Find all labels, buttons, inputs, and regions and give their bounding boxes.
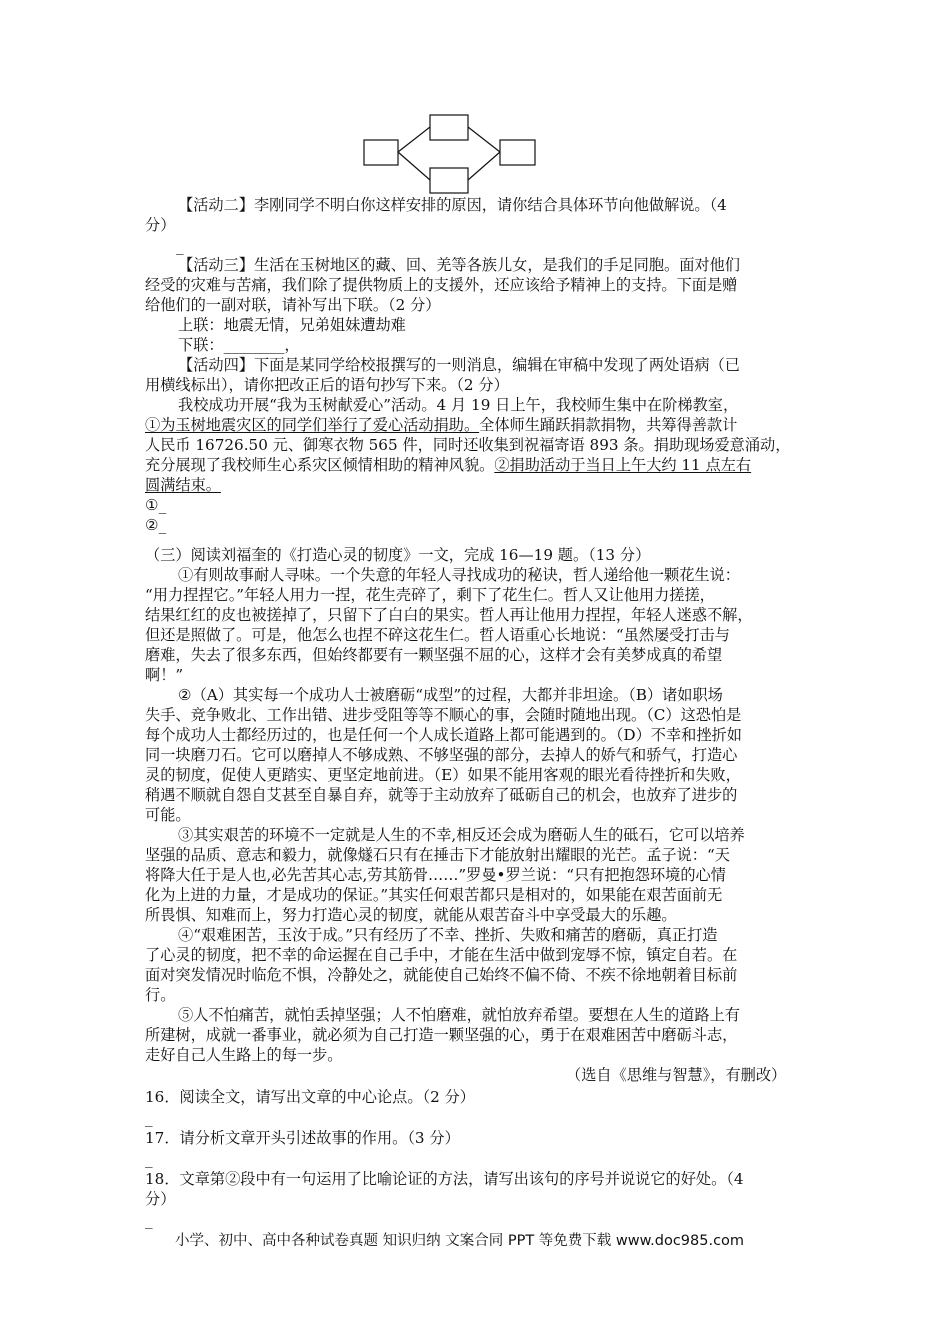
question-18-answer-blank: _	[145, 1211, 153, 1229]
p2-line4: 同一块磨刀石。它可以磨掉人不够成熟、不够坚强的部分，去掉人的娇气和骄气，打造心	[145, 746, 738, 764]
question-16-answer-blank: _	[145, 1109, 153, 1127]
activity2-line2: 分）	[145, 216, 176, 234]
question-18-line2: 分）	[145, 1190, 176, 1208]
question-17: 17．请分析文章开头引述故事的作用。（3 分）	[145, 1129, 460, 1147]
couplet-lower: 下联：________，	[178, 336, 300, 354]
structure-diagram	[360, 112, 540, 194]
p2-line1: ②（A）其实每一个成功人士被磨砺“成型”的过程，大都并非坦途。（B）诸如职场	[178, 686, 723, 704]
p4-line1: ④“艰难困苦，玉汝于成。”只有经历了不幸、挫折、失败和痛苦的磨砺，真正打造	[178, 926, 718, 944]
error-sentence-2-part1: ②捐助活动于当日上午大约 11 点左右	[494, 456, 752, 474]
activity3-line3: 给他们的一副对联，请补写出下联。（2 分）	[145, 296, 441, 314]
error-sentence-2-part2: 圆满结束。	[145, 476, 221, 494]
activity3-line1: 【活动三】生活在玉树地区的藏、回、羌等各族儿女，是我们的手足同胞。面对他们	[178, 256, 740, 274]
p4-line4: 行。	[145, 986, 176, 1004]
activity4-line2: 用横线标出），请你把改正后的语句抄写下来。（2 分）	[145, 376, 509, 394]
section3-title: （三）阅读刘福奎的《打造心灵的韧度》一文，完成 16—19 题。（13 分）	[145, 546, 651, 564]
p4-line2: 了心灵的韧度，把不幸的命运握在自己手中，才能在生活中做到宠辱不惊，镇定自若。在	[145, 946, 738, 964]
p2-line5: 灵的韧度，促使人更踏实、更坚定地前进。（E）如果不能用客观的眼光看待挫折和失败，	[145, 766, 741, 784]
p2-line3: 每个成功人士都经历过的，也是任何一个人成长道路上都可能遇到的。（D）不幸和挫折如	[145, 726, 742, 744]
couplet-upper: 上联：地震无情，兄弟姐妹遭劫难	[178, 316, 406, 334]
news-line3: 人民币 16726.50 元、御寒衣物 565 件，同时还收集到祝福寄语 893 条。捐助现场爱意涌动，	[145, 436, 791, 454]
news-line2: ①为玉树地震灾区的同学们举行了爱心活动捐助。全体师生踊跃捐款捐物，共筹得善款计	[145, 416, 738, 434]
article-source: （选自《思维与智慧》，有删改）	[566, 1066, 787, 1084]
answer-2-blank: ②_	[145, 516, 167, 534]
answer-1-blank: ①_	[145, 496, 167, 514]
p4-line3: 面对突发情况时临危不惧，冷静处之，就能使自己始终不偏不倚、不疾不徐地朝着目标前	[145, 966, 738, 984]
p5-line1: ⑤人不怕痛苦，就怕丢掉坚强；人不怕磨难，就怕放弃希望。要想在人生的道路上有	[178, 1006, 740, 1024]
diagram-box-right	[500, 140, 535, 165]
p3-line5: 所畏惧、知难而上，努力打造心灵的韧度，就能从艰苦奋斗中享受最大的乐趣。	[145, 906, 677, 924]
p1-line6: 啊！”	[145, 666, 184, 684]
p1-line2: “用力捏捏它。”年轻人用力一捏，花生壳碎了，剩下了花生仁。哲人又让他用力搓搓，	[145, 586, 715, 604]
news-line4: 充分展现了我校师生心系灾区倾情相助的精神风貌。②捐助活动于当日上午大约 11 点左右	[145, 456, 752, 474]
p3-line1: ③其实艰苦的环境不一定就是人生的不幸,相反还会成为磨砺人生的砥石，它可以培养	[178, 826, 745, 844]
diagram-box-left	[364, 140, 398, 165]
p3-line2: 坚强的品质、意志和毅力，就像燧石只有在捶击下才能放射出耀眼的光芒。孟子说：“天	[145, 846, 730, 864]
p2-line7: 可能。	[145, 806, 191, 824]
p1-line4: 但还是照做了。可是，他怎么也捏不碎这花生仁。哲人语重心长地说：“虽然屡受打击与	[145, 626, 730, 644]
p1-line5: 磨难，失去了很多东西，但始终都要有一颗坚强不屈的心，这样才会有美梦成真的希望	[145, 646, 723, 664]
activity2-line1: 【活动二】李刚同学不明白你这样安排的原因，请你结合具体环节向他做解说。（4	[178, 196, 727, 214]
p2-line6: 稍遇不顺就自怨自艾甚至自暴自弃，就等于主动放弃了砥砺自己的机会，也放弃了进步的	[145, 786, 738, 804]
question-16: 16．阅读全文，请写出文章的中心论点。（2 分）	[145, 1088, 475, 1106]
p3-line3: 将降大任于是人也,必先苦其心志,劳其筋骨……”罗曼•罗兰说：“只有把抱怨环境的心情	[145, 866, 726, 884]
activity3-line2: 经受的灾难与苦痛，我们除了提供物质上的支援外，还应该给予精神上的支持。下面是赠	[145, 276, 738, 294]
news-line1: 我校成功开展“我为玉树献爱心”活动。4 月 19 日上午，我校师生集中在阶梯教室，	[178, 396, 739, 414]
p5-line3: 走好自己人生路上的每一步。	[145, 1046, 343, 1064]
p2-line2: 失手、竞争败北、工作出错、进步受阻等等不顺心的事，会随时随地出现。（C）这恐怕是	[145, 706, 742, 724]
p1-line1: ①有则故事耐人寻味。一个失意的年轻人寻找成功的秘诀，哲人递给他一颗花生说：	[178, 566, 740, 584]
p5-line2: 所建树，成就一番事业，就必须为自己打造一颗坚强的心，勇于在艰难困苦中磨砺斗志，	[145, 1026, 738, 1044]
p3-line4: 化为上进的力量，才是成功的保证。”其实任何艰苦都只是相对的，如果能在艰苦面前无	[145, 886, 723, 904]
footer-text: 小学、初中、高中各种试卷真题 知识归纳 文案合同 PPT 等免费下载 www.doc985.com	[175, 1233, 745, 1249]
question-17-answer-blank: _	[145, 1150, 153, 1168]
p1-line3: 结果红红的皮也被搓掉了，只留下了白白的果实。哲人再让他用力捏捏，年轻人迷惑不解，	[145, 606, 753, 624]
activity2-answer-blank: _	[176, 237, 184, 255]
diagram-box-bottom	[430, 168, 468, 193]
error-sentence-1: ①为玉树地震灾区的同学们举行了爱心活动捐助。	[145, 416, 480, 434]
activity4-line1: 【活动四】下面是某同学给校报撰写的一则消息，编辑在审稿中发现了两处语病（已	[178, 356, 740, 374]
question-18-line1: 18．文章第②段中有一句运用了比喻论证的方法，请写出该句的序号并说说它的好处。（4	[145, 1170, 744, 1188]
diagram-box-top	[430, 115, 468, 140]
